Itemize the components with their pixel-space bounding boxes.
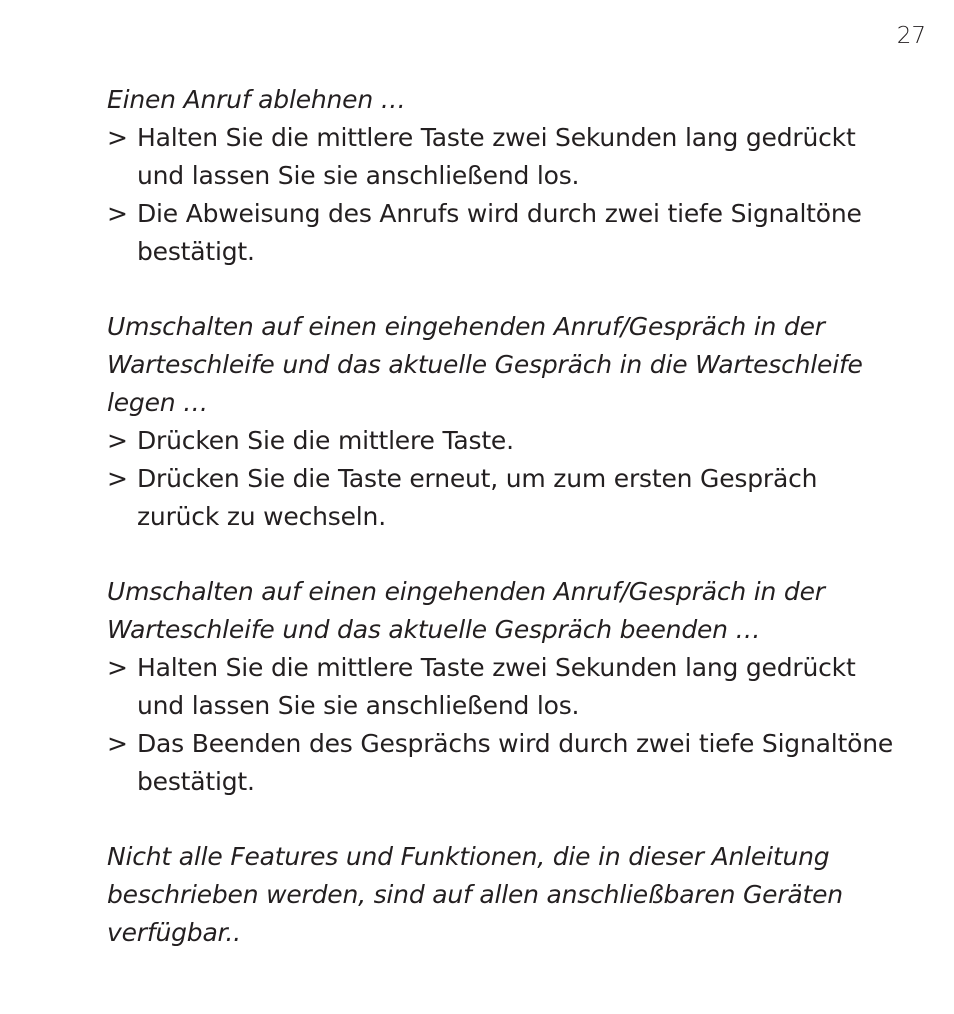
step-list <box>107 649 907 801</box>
list-item <box>107 460 907 536</box>
step-text: Drücken Sie die mittlere Taste. <box>137 426 514 455</box>
section-switch-end <box>107 573 907 801</box>
section-heading: Umschalten auf einen eingehenden Anruf/Gespräch in der Warteschleife und das aktuelle Gespräch in die Warteschleife legen … <box>107 312 863 417</box>
list-item <box>107 195 907 271</box>
page-content <box>107 81 907 952</box>
page-number: 27 <box>896 23 926 49</box>
step-marker: > <box>107 123 128 152</box>
section-heading: Einen Anruf ablehnen … <box>107 85 406 114</box>
section-heading: Umschalten auf einen eingehenden Anruf/Gespräch in der Warteschleife und das aktuelle Gespräch beenden … <box>107 577 825 644</box>
section-switch-hold <box>107 308 907 536</box>
step-list <box>107 422 907 536</box>
step-marker: > <box>107 653 128 682</box>
step-marker: > <box>107 199 128 228</box>
step-text: Das Beenden des Gesprächs wird durch zwei tiefe Signaltöne bestätigt. <box>137 729 894 796</box>
list-item <box>107 649 907 725</box>
list-item <box>107 725 907 801</box>
step-marker: > <box>107 464 128 493</box>
step-marker: > <box>107 729 128 758</box>
step-list <box>107 119 907 271</box>
availability-note: Nicht alle Features und Funktionen, die in dieser Anleitung beschrieben werden, sind auf allen anschließbaren Geräten verfügbar.. <box>107 842 843 947</box>
step-text: Drücken Sie die Taste erneut, um zum ersten Gespräch zurück zu wechseln. <box>137 464 818 531</box>
step-text: Halten Sie die mittlere Taste zwei Sekunden lang gedrückt und lassen Sie sie anschließend los. <box>137 653 856 720</box>
list-item <box>107 422 907 460</box>
step-text: Halten Sie die mittlere Taste zwei Sekunden lang gedrückt und lassen Sie sie anschließend los. <box>137 123 856 190</box>
list-item <box>107 119 907 195</box>
step-marker: > <box>107 426 128 455</box>
step-text: Die Abweisung des Anrufs wird durch zwei tiefe Signaltöne bestätigt. <box>137 199 862 266</box>
section-reject-call <box>107 81 907 271</box>
